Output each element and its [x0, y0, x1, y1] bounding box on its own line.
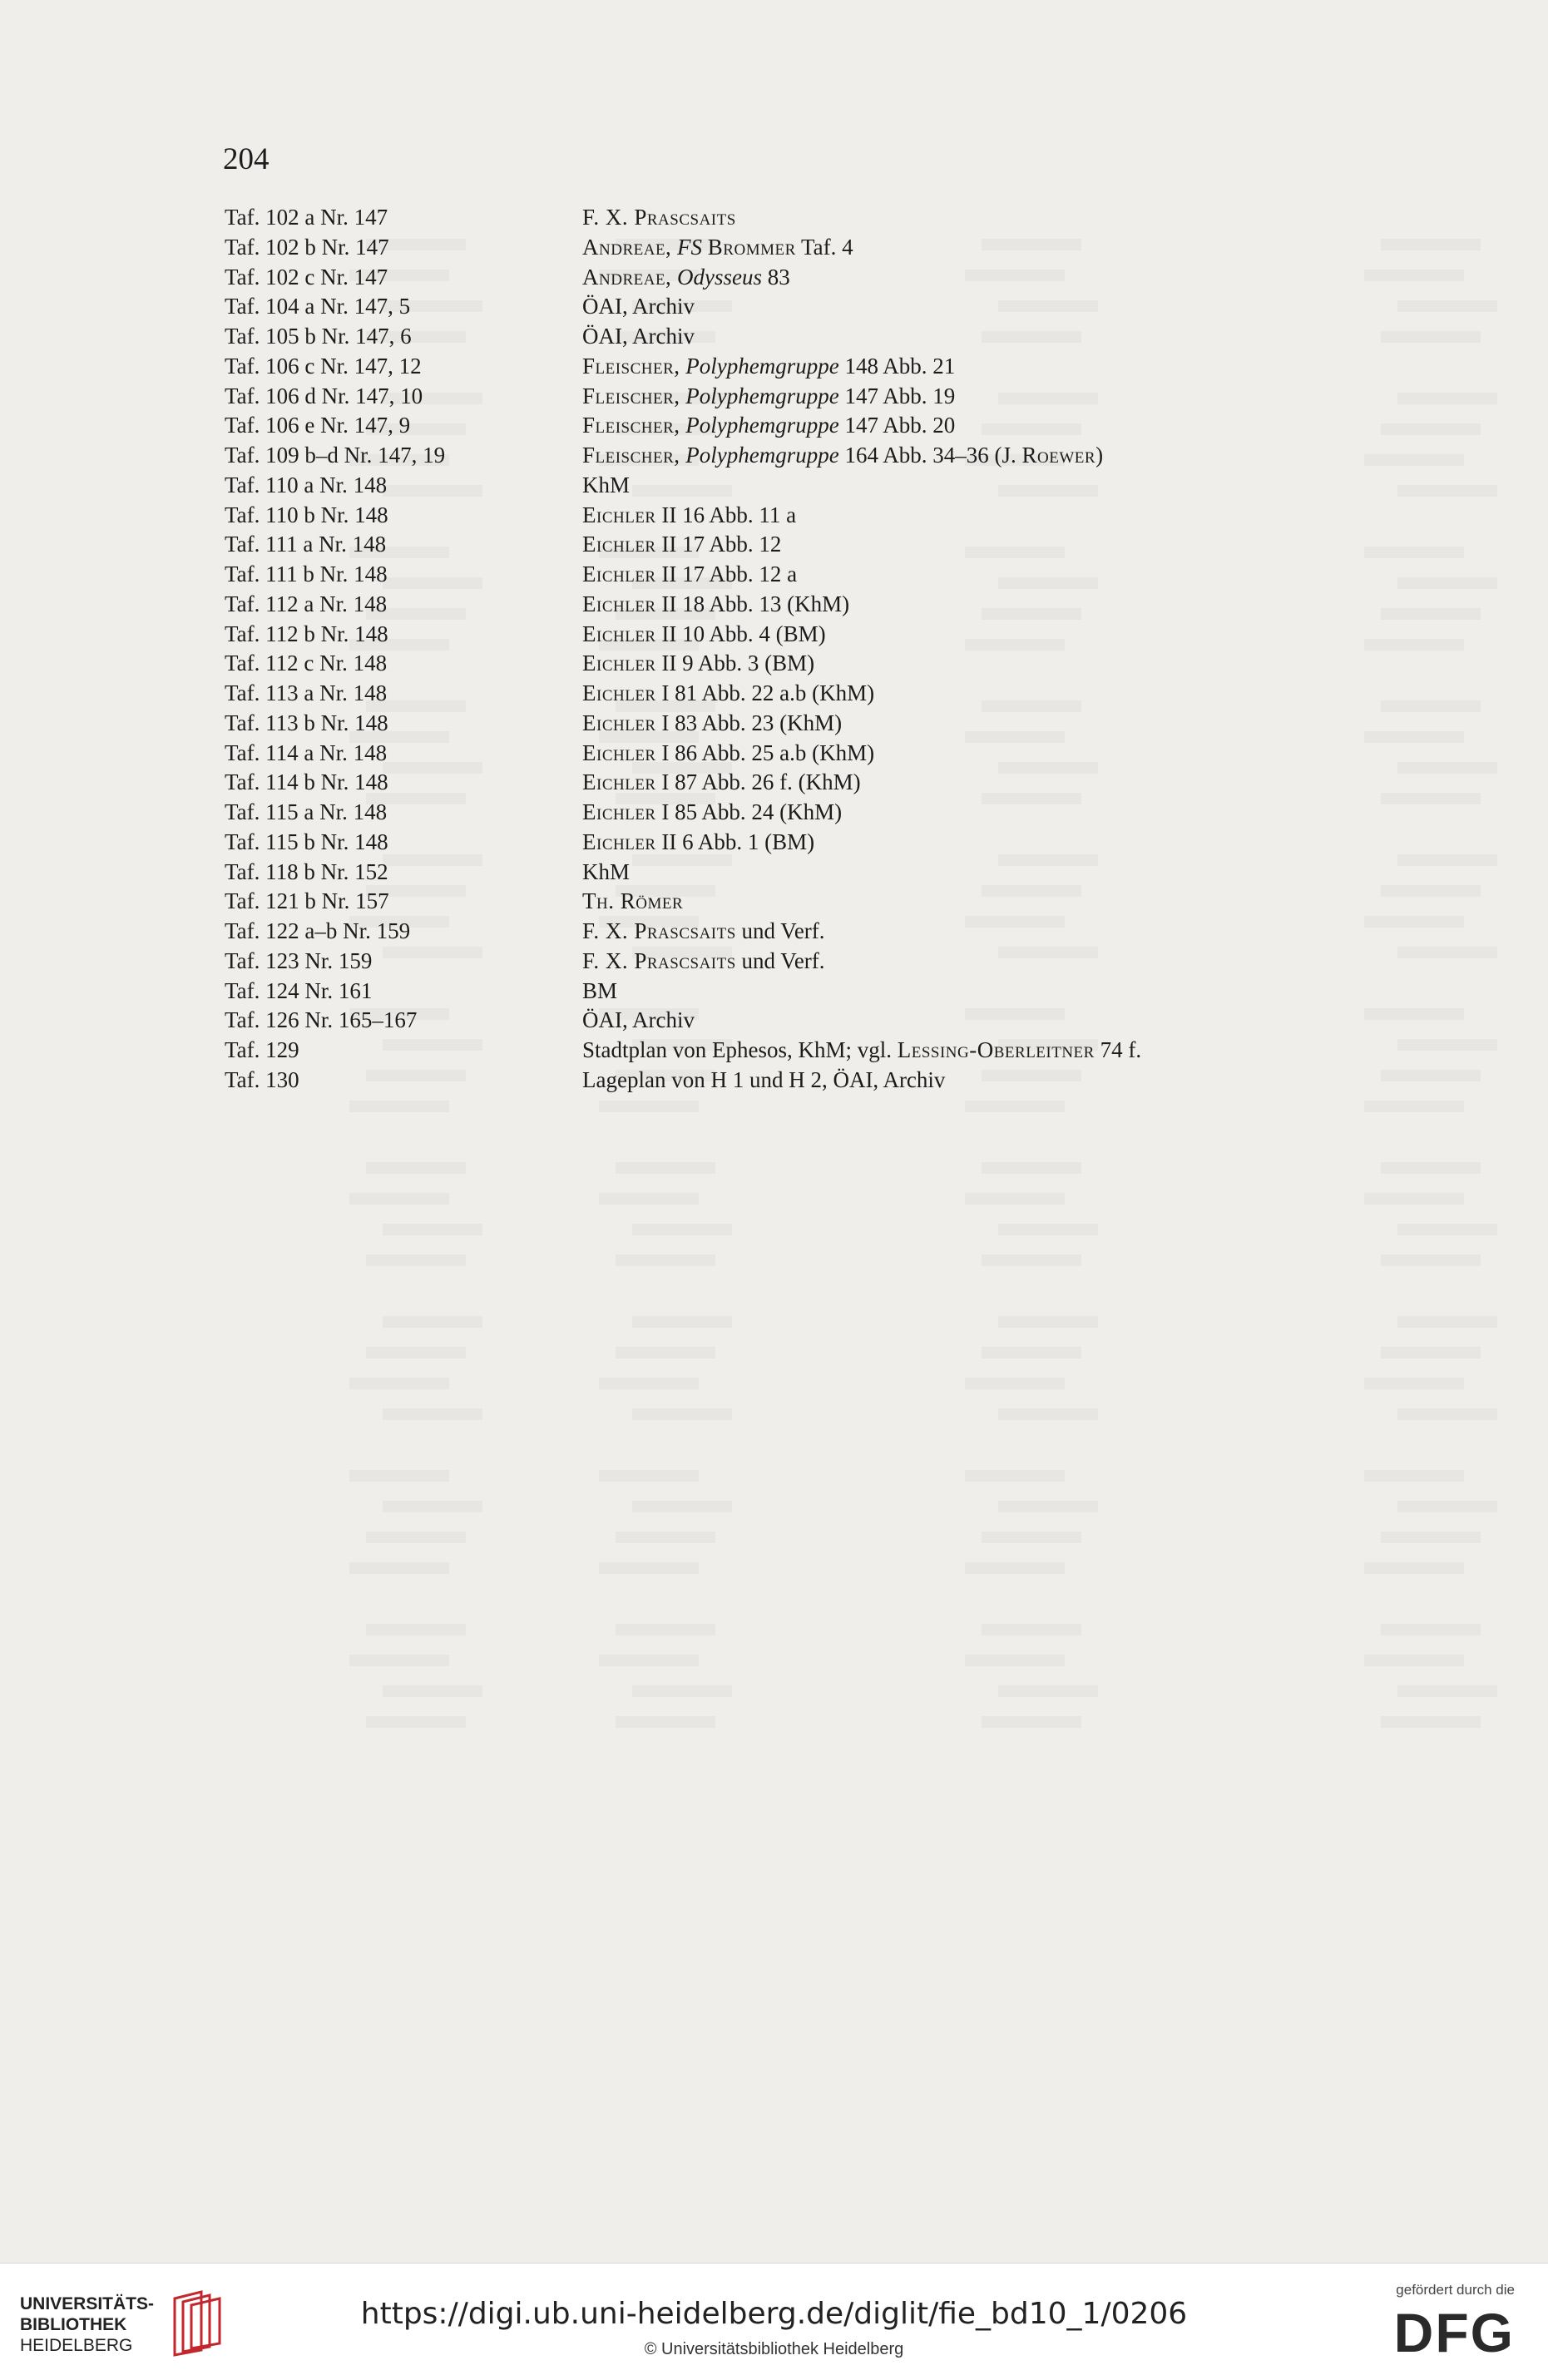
- show-through-mark: [1397, 854, 1497, 866]
- photo-source-segment: Eichler: [582, 769, 656, 795]
- show-through-mark: [616, 1531, 715, 1543]
- show-through-mark: [599, 1655, 699, 1666]
- show-through-mark: [349, 1101, 449, 1112]
- photo-source: [582, 768, 861, 798]
- photo-source-segment: Eichler: [582, 532, 656, 557]
- show-through-mark: [982, 1716, 1081, 1728]
- show-through-mark: [1397, 1039, 1497, 1051]
- library-name-line-1: UNIVERSITÄTS-: [20, 2294, 155, 2313]
- photo-source: [582, 1036, 1141, 1066]
- credit-row: [225, 441, 1389, 471]
- show-through-mark: [1381, 793, 1481, 804]
- photo-source-segment: und Verf.: [735, 948, 825, 973]
- dfg-logo-icon: [1365, 2303, 1515, 2357]
- photo-source-segment: Eichler: [582, 740, 656, 765]
- show-through-mark: [982, 1254, 1081, 1266]
- credit-row: [225, 828, 1389, 858]
- plate-reference: Taf. 112 b Nr. 148: [225, 621, 388, 646]
- plate-reference: Taf. 112 a Nr. 148: [225, 591, 388, 616]
- photo-source-segment: Eichler: [582, 502, 656, 527]
- plate-reference: Taf. 106 d Nr. 147, 10: [225, 383, 423, 408]
- library-name-line-3: HEIDELBERG: [20, 2336, 133, 2355]
- show-through-mark: [1397, 577, 1497, 589]
- photo-source: [582, 263, 790, 293]
- show-through-mark: [383, 1316, 482, 1328]
- photo-source: [582, 947, 825, 977]
- photo-source-segment: Roewer: [1021, 443, 1096, 468]
- plate-reference: Taf. 118 b Nr. 152: [225, 858, 388, 884]
- photo-source: [582, 382, 955, 412]
- credit-row: [225, 620, 1389, 650]
- photo-source-segment: II 17 Abb. 12 a: [655, 562, 798, 586]
- photo-source-segment: II 9 Abb. 3 (BM): [655, 651, 815, 676]
- photo-credits-list: [225, 203, 1389, 1096]
- photo-source-segment: Fleischer,: [582, 383, 680, 408]
- photo-source-segment: Andreae,: [582, 234, 672, 260]
- plate-reference: Taf. 102 a Nr. 147: [225, 205, 388, 230]
- plate-reference: Taf. 102 c Nr. 147: [225, 264, 388, 289]
- photo-source-segment: ÖAI, Archiv: [582, 294, 695, 319]
- show-through-mark: [1381, 331, 1481, 343]
- show-through-mark: [965, 1470, 1065, 1482]
- credit-row: [225, 1036, 1389, 1066]
- show-through-mark: [366, 1347, 466, 1358]
- credit-row: [225, 530, 1389, 560]
- credit-row: [225, 501, 1389, 531]
- show-through-mark: [1381, 239, 1481, 250]
- photo-source-segment: 164 Abb. 34–36 (J.: [838, 443, 1022, 468]
- plate-reference: Taf. 112 c Nr. 148: [225, 651, 388, 676]
- photo-source-segment: ): [1095, 443, 1104, 468]
- plate-reference: Taf. 114 b Nr. 148: [225, 769, 388, 795]
- photo-source: [582, 203, 736, 233]
- credit-row: [225, 947, 1389, 977]
- credit-row: [225, 352, 1389, 382]
- show-through-mark: [965, 1378, 1065, 1389]
- show-through-mark: [1364, 1193, 1464, 1205]
- credit-row: [225, 709, 1389, 739]
- show-through-mark: [349, 1562, 449, 1574]
- photo-source: [582, 709, 842, 739]
- photo-source: [582, 471, 630, 501]
- plate-reference: Taf. 130: [225, 1066, 299, 1092]
- show-through-mark: [998, 1316, 1098, 1328]
- show-through-mark: [616, 1347, 715, 1358]
- photo-source: [582, 560, 797, 590]
- show-through-mark: [982, 1624, 1081, 1635]
- dfg-funding-logo[interactable]: [1348, 2282, 1515, 2365]
- show-through-mark: [349, 1655, 449, 1666]
- show-through-mark: [1381, 1624, 1481, 1635]
- credit-row: [225, 858, 1389, 888]
- show-through-mark: [599, 1470, 699, 1482]
- show-through-mark: [1381, 1254, 1481, 1266]
- show-through-mark: [998, 1408, 1098, 1420]
- photo-source-segment: Fleischer,: [582, 413, 680, 438]
- show-through-mark: [1381, 885, 1481, 897]
- photo-source-segment: FS: [677, 234, 703, 260]
- photo-source: [582, 620, 826, 650]
- show-through-mark: [1397, 1408, 1497, 1420]
- show-through-mark: [632, 1685, 732, 1697]
- photo-source-segment: I 85 Abb. 24 (KhM): [655, 799, 843, 824]
- credit-row: [225, 203, 1389, 233]
- photo-source-segment: 147 Abb. 20: [838, 413, 956, 438]
- photo-source: [582, 292, 695, 322]
- plate-reference: Taf. 111 b Nr. 148: [225, 562, 388, 586]
- funding-caption: gefördert durch die: [1396, 2282, 1515, 2298]
- show-through-mark: [366, 1531, 466, 1543]
- photo-source-segment: 147 Abb. 19: [838, 383, 956, 408]
- credit-row: [225, 233, 1389, 263]
- show-through-mark: [1397, 300, 1497, 312]
- photo-source-segment: KhM: [582, 472, 631, 497]
- photo-source: [582, 1066, 945, 1096]
- photo-source-segment: I 83 Abb. 23 (KhM): [655, 710, 843, 735]
- photo-source-segment: KhM: [582, 858, 631, 884]
- photo-source: [582, 411, 955, 441]
- show-through-mark: [616, 1162, 715, 1174]
- photo-source-segment: Eichler: [582, 680, 656, 705]
- plate-reference: Taf. 124 Nr. 161: [225, 977, 373, 1003]
- show-through-mark: [599, 1193, 699, 1205]
- plate-reference: Taf. 111 a Nr. 148: [225, 532, 387, 557]
- show-through-mark: [965, 1101, 1065, 1112]
- show-through-mark: [366, 1254, 466, 1266]
- show-through-mark: [1381, 1716, 1481, 1728]
- photo-source: [582, 1006, 695, 1036]
- show-through-mark: [1381, 700, 1481, 712]
- show-through-mark: [965, 1655, 1065, 1666]
- photo-source-segment: ÖAI, Archiv: [582, 324, 695, 349]
- photo-source: [582, 352, 955, 382]
- photo-source: [582, 887, 683, 917]
- photo-source-segment: 74 f.: [1094, 1037, 1142, 1062]
- credit-row: [225, 292, 1389, 322]
- show-through-mark: [383, 1224, 482, 1235]
- photo-source-segment: Fleischer,: [582, 443, 680, 468]
- photo-source-segment: II 16 Abb. 11 a: [655, 502, 797, 527]
- credit-row: [225, 382, 1389, 412]
- photo-source: [582, 977, 617, 1007]
- photo-source-segment: Lageplan von H 1 und H 2, ÖAI, Archiv: [582, 1066, 946, 1092]
- photo-source: [582, 441, 1103, 471]
- plate-reference: Taf. 106 c Nr. 147, 12: [225, 353, 422, 379]
- photo-source-segment: Th. Römer: [582, 888, 684, 914]
- plate-reference: Taf. 126 Nr. 165–167: [225, 1007, 418, 1033]
- show-through-mark: [632, 1224, 732, 1235]
- photo-source: [582, 530, 781, 560]
- plate-reference: Taf. 106 e Nr. 147, 9: [225, 413, 411, 438]
- credit-row: [225, 560, 1389, 590]
- photo-source-segment: Taf. 4: [795, 234, 853, 260]
- show-through-mark: [1381, 608, 1481, 620]
- copyright-notice: © Universitätsbibliothek Heidelberg: [644, 2340, 904, 2358]
- photo-source-segment: Eichler: [582, 591, 656, 616]
- photo-source: [582, 798, 842, 828]
- photo-source-segment: F. X. Prascsaits: [582, 918, 736, 943]
- library-name-line-2: BIBLIOTHEK: [20, 2315, 127, 2334]
- show-through-mark: [632, 1501, 732, 1512]
- show-through-mark: [1381, 1070, 1481, 1081]
- show-through-mark: [1397, 393, 1497, 404]
- photo-source-segment: Eichler: [582, 562, 656, 586]
- show-through-mark: [982, 1531, 1081, 1543]
- show-through-mark: [349, 1378, 449, 1389]
- plate-reference: Taf. 110 a Nr. 148: [225, 472, 388, 497]
- plate-reference: Taf. 102 b Nr. 147: [225, 234, 389, 260]
- photo-source-segment: Polyphemgruppe: [685, 413, 839, 438]
- photo-source-segment: F. X. Prascsaits: [582, 948, 736, 973]
- credit-row: [225, 739, 1389, 769]
- show-through-mark: [616, 1624, 715, 1635]
- show-through-mark: [998, 1685, 1098, 1697]
- show-through-mark: [383, 1408, 482, 1420]
- plate-reference: Taf. 115 a Nr. 148: [225, 799, 388, 824]
- plate-reference: Taf. 123 Nr. 159: [225, 948, 373, 973]
- plate-reference: Taf. 105 b Nr. 147, 6: [225, 324, 412, 349]
- show-through-mark: [1397, 947, 1497, 958]
- credit-row: [225, 263, 1389, 293]
- photo-source-segment: Andreae,: [582, 264, 672, 289]
- plate-reference: Taf. 110 b Nr. 148: [225, 502, 388, 527]
- show-through-mark: [1364, 1101, 1464, 1112]
- show-through-mark: [1364, 1470, 1464, 1482]
- photo-source-segment: 148 Abb. 21: [838, 353, 956, 379]
- photo-source: [582, 828, 814, 858]
- plate-reference: Taf. 113 b Nr. 148: [225, 710, 388, 735]
- photo-source-segment: und Verf.: [735, 918, 825, 943]
- photo-source-segment: I 87 Abb. 26 f. (KhM): [655, 769, 861, 795]
- photo-source-segment: II 10 Abb. 4 (BM): [655, 621, 826, 646]
- show-through-mark: [1397, 1685, 1497, 1697]
- show-through-mark: [349, 1470, 449, 1482]
- photo-source-segment: II 6 Abb. 1 (BM): [655, 829, 815, 854]
- photo-source: [582, 590, 849, 620]
- show-through-mark: [998, 1501, 1098, 1512]
- photo-source-segment: Stadtplan von Ephesos, KhM; vgl.: [582, 1037, 898, 1062]
- photo-source: [582, 739, 874, 769]
- show-through-mark: [965, 1193, 1065, 1205]
- photo-source-segment: II 18 Abb. 13 (KhM): [655, 591, 850, 616]
- photo-source: [582, 322, 695, 352]
- credit-row: [225, 768, 1389, 798]
- show-through-mark: [1397, 1316, 1497, 1328]
- show-through-mark: [982, 1347, 1081, 1358]
- plate-reference: Taf. 114 a Nr. 148: [225, 740, 388, 765]
- photo-source: [582, 501, 796, 531]
- photo-source-segment: Brommer: [707, 234, 796, 260]
- show-through-mark: [1381, 1347, 1481, 1358]
- photo-source-segment: 83: [762, 264, 790, 289]
- show-through-mark: [1397, 1224, 1497, 1235]
- photo-source-segment: [702, 235, 708, 260]
- photo-source-segment: BM: [582, 977, 618, 1003]
- show-through-mark: [1381, 1162, 1481, 1174]
- photo-source-segment: Eichler: [582, 829, 656, 854]
- show-through-mark: [1397, 1501, 1497, 1512]
- show-through-mark: [349, 1193, 449, 1205]
- credit-row: [225, 411, 1389, 441]
- show-through-mark: [1397, 762, 1497, 774]
- show-through-mark: [1364, 1562, 1464, 1574]
- photo-source: [582, 649, 814, 679]
- credit-row: [225, 1066, 1389, 1096]
- show-through-mark: [982, 1162, 1081, 1174]
- plate-reference: Taf. 109 b–d Nr. 147, 19: [225, 443, 446, 468]
- plate-reference: Taf. 122 a–b Nr. 159: [225, 918, 411, 943]
- show-through-mark: [1381, 423, 1481, 435]
- show-through-mark: [383, 1685, 482, 1697]
- photo-source-segment: Eichler: [582, 799, 656, 824]
- show-through-mark: [616, 1716, 715, 1728]
- photo-source-segment: Eichler: [582, 621, 656, 646]
- show-through-mark: [599, 1562, 699, 1574]
- photo-source-segment: Polyphemgruppe: [685, 443, 839, 468]
- photo-source-segment: II 17 Abb. 12: [655, 532, 782, 557]
- show-through-mark: [632, 1408, 732, 1420]
- permalink-url[interactable]: https://digi.ub.uni-heidelberg.de/diglit/fie_bd10_1/0206: [360, 2297, 1188, 2331]
- photo-source-segment: Eichler: [582, 710, 656, 735]
- show-through-mark: [1397, 485, 1497, 497]
- show-through-mark: [599, 1101, 699, 1112]
- plate-reference: Taf. 121 b Nr. 157: [225, 888, 389, 914]
- photo-source-segment: I 81 Abb. 22 a.b (KhM): [655, 680, 875, 705]
- svg-text:DFG: DFG: [1393, 2303, 1515, 2357]
- show-through-mark: [965, 1562, 1065, 1574]
- photo-source: [582, 858, 630, 888]
- photo-source-segment: Polyphemgruppe: [685, 383, 839, 408]
- show-through-mark: [366, 1162, 466, 1174]
- show-through-mark: [998, 1224, 1098, 1235]
- photo-source-segment: ÖAI, Archiv: [582, 1007, 695, 1033]
- show-through-mark: [616, 1254, 715, 1266]
- show-through-mark: [383, 1501, 482, 1512]
- plate-reference: Taf. 129: [225, 1037, 299, 1062]
- photo-source-segment: I 86 Abb. 25 a.b (KhM): [655, 740, 875, 765]
- show-through-mark: [1381, 1531, 1481, 1543]
- photo-source-segment: Fleischer,: [582, 353, 680, 379]
- show-through-mark: [1364, 1655, 1464, 1666]
- plate-reference: Taf. 115 b Nr. 148: [225, 829, 388, 854]
- photo-source-segment: F. X. Prascsaits: [582, 205, 736, 230]
- credit-row: [225, 917, 1389, 947]
- credit-row: [225, 590, 1389, 620]
- credit-row: [225, 649, 1389, 679]
- credit-row: [225, 977, 1389, 1007]
- plate-reference: Taf. 104 a Nr. 147, 5: [225, 294, 411, 319]
- credit-row: [225, 471, 1389, 501]
- photo-source-segment: Lessing-Oberleitner: [897, 1037, 1095, 1062]
- show-through-mark: [1364, 1378, 1464, 1389]
- credit-row: [225, 887, 1389, 917]
- photo-source: [582, 917, 825, 947]
- credit-row: [225, 679, 1389, 709]
- photo-source: [582, 233, 853, 263]
- show-through-mark: [366, 1716, 466, 1728]
- show-through-mark: [599, 1378, 699, 1389]
- photo-source: [582, 679, 874, 709]
- viewer-footer: [0, 2263, 1548, 2380]
- credit-row: [225, 322, 1389, 352]
- page-number: 204: [223, 142, 270, 176]
- show-through-mark: [632, 1316, 732, 1328]
- photo-source-segment: Eichler: [582, 651, 656, 676]
- photo-source-segment: Polyphemgruppe: [685, 353, 839, 379]
- credit-row: [225, 1006, 1389, 1036]
- plate-reference: Taf. 113 a Nr. 148: [225, 680, 388, 705]
- credit-row: [225, 798, 1389, 828]
- show-through-mark: [366, 1624, 466, 1635]
- photo-source-segment: Odysseus: [677, 264, 763, 289]
